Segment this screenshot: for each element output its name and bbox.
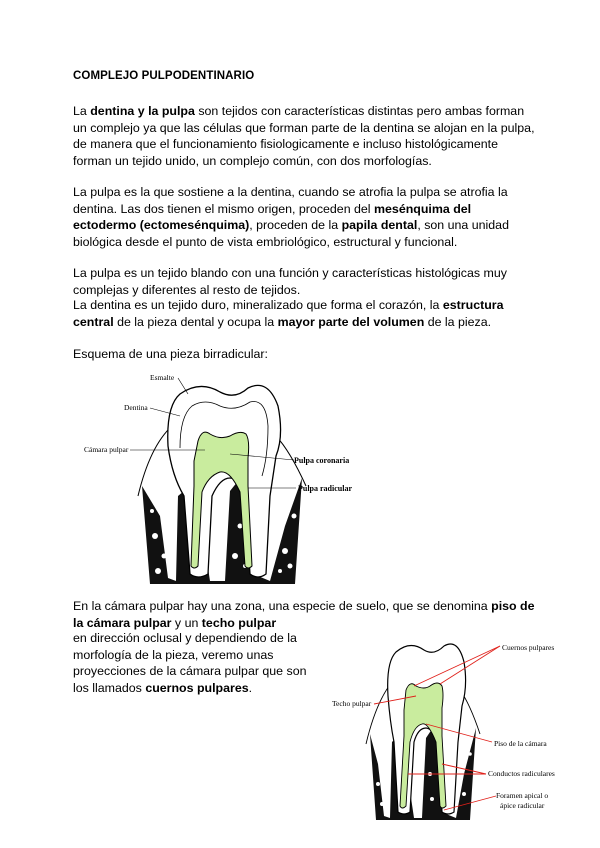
text: En la cámara pulpar hay una zona, una especie de suelo, que se denomina [73, 599, 492, 613]
bold-text: estructura central [73, 298, 504, 329]
pulp-chamber [400, 683, 446, 808]
paragraph-4 [73, 297, 535, 330]
bold-text: mayor parte del volumen [277, 314, 425, 329]
label-radicular: Pulpa radicular [298, 484, 353, 493]
text: La [73, 104, 91, 118]
label-foramen-1: Foramen apical o [496, 791, 549, 800]
bold-text: dentina y la pulpa [90, 104, 195, 118]
tooth-diagram-2 [330, 624, 570, 824]
label-foramen-2: ápice radicular [500, 801, 545, 810]
bone-trabeculae [150, 509, 297, 574]
paragraph-6-cont [73, 630, 309, 696]
text: . [248, 680, 253, 695]
label-dentina: Dentina [124, 403, 148, 412]
bold-text: techo pulpar [201, 615, 277, 630]
paragraph-3 [73, 265, 518, 298]
text: de la pieza. [424, 314, 492, 329]
label-techo: Techo pulpar [332, 699, 372, 708]
text: , proceden de la [249, 218, 342, 232]
bold-text: papila dental [341, 218, 418, 232]
paragraph-2 [73, 184, 535, 250]
label-camara: Cámara pulpar [84, 445, 129, 454]
text: y un [171, 615, 202, 630]
bone-shape [142, 476, 302, 584]
text: son tejidos con características distintas pero ambas forman un complejo ya que las células que forman parte de la dentina se alojan en la pulpa, de manera que el funcionamiento fisiologicamente e incluso histológicamente forman un tejido unido, un complejo común, con dos morfologías. [73, 104, 535, 168]
label-coronaria: Pulpa coronaria [294, 456, 350, 465]
text: , son una unidad biológica desde el punto de vista embriológico, estructural y funcional. [73, 218, 509, 249]
paragraph-5 [73, 346, 535, 363]
bold-text: cuernos pulpares [145, 680, 249, 695]
text: La pulpa es un tejido blando con una función y características histológicas muy complejas y diferentes al resto de tejidos. [73, 266, 507, 297]
label-esmalte: Esmalte [150, 373, 175, 382]
text: en dirección oclusal y dependiendo de la morfología de la pieza, veremo unas proyecciones de la cámara pulpar que son los llamados [73, 631, 307, 695]
paragraph-1 [73, 103, 535, 169]
tooth-diagram-1 [80, 366, 380, 586]
label-piso: Piso de la cámara [494, 739, 547, 748]
label-cuernos: Cuernos pulpares [502, 643, 555, 652]
bold-text: mesénquima del ectodermo (ectomesénquima) [73, 201, 472, 232]
text: de la pieza dental y ocupa la [113, 314, 278, 329]
page-title: COMPLEJO PULPODENTINARIO [73, 70, 255, 82]
text: La pulpa es la que sostiene a la dentina, cuando se atrofia la pulpa se atrofia la dentina. Las dos tienen el mismo origen, proceden del [73, 185, 508, 216]
bold-text: piso de la cámara pulpar [73, 599, 535, 630]
label-conductos: Conductos radiculares [488, 769, 555, 778]
text: Esquema de una pieza birradicular: [73, 347, 268, 361]
text: La dentina es un tejido duro, mineralizado que forma el corazón, la [73, 298, 443, 312]
